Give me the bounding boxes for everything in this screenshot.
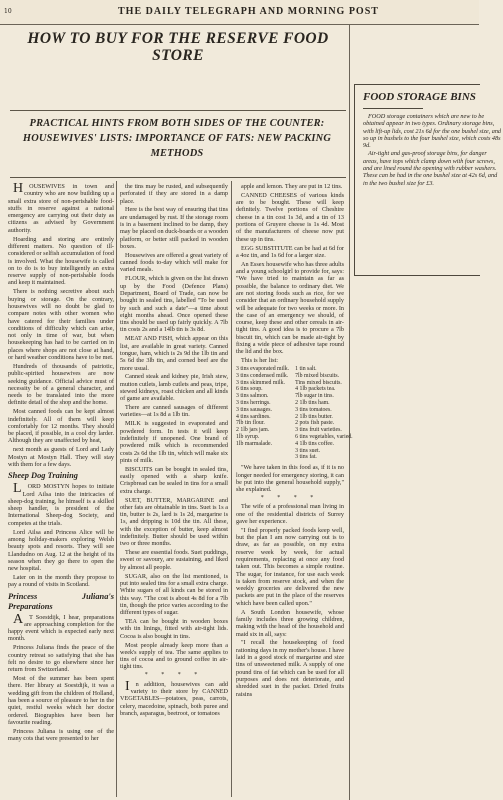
headline-rule-top [10,110,346,111]
section-heading: Sheep Dog Training [8,471,78,481]
masthead [0,0,479,25]
paragraph: the tins may be rusted, and subsequently perforated if they are stored in a damp place. [120,183,228,205]
food-storage-bins-box [354,84,502,276]
page-number: 10 [4,8,12,15]
list-item: 7lb mixed biscuits. [295,372,340,379]
paragraph: The wife of a professional man living in one of the residential districts of Surrey gave her experience. [236,503,344,525]
section-break-stars: * * * * [144,672,204,679]
paragraph: BISCUITS can be bought in sealed tins, easily opened with a sharp knife. Crispbread can be sealed in tins for a small extra charge. [120,465,228,495]
paragraph: HOUSEWIVES in town and country who are now building up a small extra store of non-perishable food-stuffs in reserve against a national emergency are carrying out their duty as citizens as advised by Government authority. [8,181,114,234]
paragraph: Princess Juliana is using one of the many cots that were presented to her [8,727,114,743]
paragraph: Housewives are offered a great variety of canned foods to-day which will make for varied meals. [120,251,228,274]
column-divider-2 [231,181,232,797]
box-title: FOOD STORAGE BINS [363,91,476,103]
paragraph: Lord Ailsa and Princess Alice will be among holiday-makers exploring Welsh beauty spots and resorts. They will see Llandudno on Aug. 12 at the height of its season when they go there to open the new hospital. [8,528,114,573]
paragraph: SUET, BUTTER, MARGARINE and other fats are obtainable in tins. Suet is 1s a tin, butter is 2s, lard is 1s 2d, margarine is 1s, and dripping is 10d the tin. All these, with the exception of butter, keep almost indefinitely. Butter should be used within two or three months. [120,496,228,548]
paragraph: MILK is suggested in evaporated and powdered form. In tests it will keep indefinitely if unopened. One brand of powdered milk which is recommended costs 2s 6d the 1lb tin, which will make six pints of milk. [120,420,228,464]
paragraph: Here is the best way of ensuring that tins are undamaged by rust. If the storage room is in a basement inclined to be damp, they may be placed on duck-boards or a wooden platform, or better still packed in wooden boxes. [120,206,228,250]
list-item: 1lb syrup. [236,434,260,441]
paragraph: apple and lemon. They are put in 12 tins. [241,183,343,190]
paragraph: FLOUR, which is given on the list drawn up by the Food (Defence Plans) Department, Board of Trade, can now be bought in sealed tins, labelled "To be used by such and such a date"—a time about eight months ahead. Once opened these tins should be used up fairly quickly. A 7lb tin costs 2s and a 14lb tin is 3s 8d. [120,275,228,334]
list-item: 1 tin salt. [295,366,317,373]
article-column-4-placeholder [356,276,486,800]
paragraph: Princess Juliana finds the peace of the country retreat so satisfying that she has felt no desire to go elsewhere since her return from Switzerland. [8,644,114,674]
article-column-2 [120,183,228,797]
paragraph: Air-tight and gas-proof storage bins, for danger areas, have tops which clamp down with four screws, and are lined round the opening with rubber washers. These can be had in the one bushel size at 42s 6d, and in the two bushel size for £3. [363,150,498,187]
paragraph: This is her list: [241,357,278,365]
shopping-list [236,366,353,461]
list-item: 2 pots fish paste. [295,420,335,427]
paragraph: AT Soestdijk, I hear, preparations are approaching completion for the happy event which is expected early next month. [8,611,114,643]
paragraph: Hoarding and storing are entirely different matters. No question of ill-considered or selfish accumulation of food is involved. What the housewife is called on to do is to buy intelligently an extra reserve supply of non-perishable foods and keep it maintained. [8,235,114,287]
paragraph: A South London housewife, whose family includes three growing children, making with the head of the household and maid six in all, says: [236,608,344,638]
list-item: 3 tins herrings. [236,400,271,407]
list-item: 4 1lb packets tea. [295,386,336,393]
list-item: 7lb sugar in tins. [295,393,334,400]
paragraph: Most people already keep more than a week's supply of tea. The same applies to tins of cocoa and to ground coffee in air-tight tins. [120,641,228,671]
list-item: Tins mixed biscuits. [295,379,342,386]
list-item: 3 tins evaporated milk. [236,366,290,373]
list-item: 1lb marmalade. [236,440,273,447]
list-item: 3 tins fat. [295,454,317,461]
list-item: 2 1lb tins butter. [295,413,333,420]
paragraph: In addition, housewives can add variety to their store by CANNED VEGETABLES—potatoes, peas, carrots, celery, macedoine, spinach, both puree and branch, asparagus, beetroot, or tomatoes [120,678,228,717]
paragraph: SUGAR, also on the list mentioned, is put into sealed tins for a small extra charge. White sugars of all kinds can be stored in this way. "The cost is about 4s 8d for a 7lb tin, though the price varies according to the different types of sugar. [120,572,228,617]
paragraph: Most canned foods can be kept almost indefinitely. All of them will keep comfortably for 12 months. They should be placed, if possible, in a cool dry larder. Although they are unaffected by heat, [8,408,114,445]
paragraph: Canned steak and kidney pie, Irish stew, mutton cutlets, lamb cutlets and peas, tripe, stewed kidneys, roast chicken and all kinds of game are available. [120,373,228,403]
list-item: 3 tins skimmed milk. [236,379,285,386]
article-column-1 [8,183,114,797]
subheadline: PRACTICAL HINTS FROM BOTH SIDES OF THE COUNTER: HOUSEWIVES' LISTS: IMPORTANCE OF FATS: NEW PACKING METHODS [22,118,332,159]
paragraph: Most of the summer has been spent there. Her library at Soestdijk, it was a wedding gift from the children of Holland, has been a source of pleasure to her in the quiet, restful weeks which her doctor ordered. Biographies have been her favourite reading. [8,675,114,726]
list-item: 3 tins suet. [295,447,321,454]
paragraph: Hundreds of thousands of patriotic, public-spirited housewives are now seeking guidance. Official advice must of necessity be of a general character, and needs to be translated into the more definite detail of the shop and the home. [8,362,114,407]
section-break-stars: * * * * [260,495,320,502]
article-column-3 [236,183,353,797]
paragraph: There are canned sausages of different varieties—at 1s 8d a 1lb tin. [120,404,228,419]
box-text [363,113,503,187]
list-item: 4 1lb tins coffee. [295,440,334,447]
list-item: 3 tins sausages. [236,406,272,413]
paragraph: EGG SUBSTITUTE can be had at 6d for a 4oz tin, and 1s 6d for a larger size. [236,244,344,259]
list-item: 7lb tin flour. [236,420,265,427]
list-item: 4 tins sardines. [236,413,271,420]
list-item: 6 tins vegetables, varied. [295,434,353,441]
paragraph: "I find properly packed foods keep well, but the plan I am now carrying out is to draw, as far as possible, on my extra reserve week by week, for actual requirements, replacing at once any food taken out. This becomes a simple routine. The sugar, for instance, for use each week is taken from reserve stock, and when the weekly groceries are delivered the new packets are put in the place of the reserves which have been called upon." [236,526,344,607]
headline: HOW TO BUY FOR THE RESERVE FOOD STORE [27,30,329,64]
column-divider-1 [116,181,117,797]
shopping-list-left [236,366,289,461]
paragraph: "We have taken in this food as, if it is no longer needed for emergency storing, it can be put into the general household supply," she explained. [236,464,344,494]
paragraph: "I recall the housekeeping of food rationing days in my mother's house. I have laid in a good stock of margarine and size tins of unsweetened milk. A supply of one pound tins of fat which can be used for all purposes and does not deteriorate, and shredded suet in the packet. Dried fruits raisins [236,639,345,698]
box-title-rule [363,108,423,109]
paragraph: CANNED CHEESES of various kinds are to be bought. These will keep definitely. Twelve portions of Cheshire cheese in a tin cost 1s 3d, and a tin of 13 portions of Gruyere cheese is 1s 4d. Most of the manufacturers of cheese now put these up in tins. [236,191,344,243]
list-item: 2 1lb tins ham. [295,400,330,407]
list-item: 2 1lb jars jam. [236,427,270,434]
headline-rule-bottom [10,177,346,178]
paragraph: There is nothing secretive about such buying or storage. On the contrary, housewives will no doubt be glad to compare notes with other women who have catered for their families under conditions of difficulty which can arise, not only in time of war, but when housekeeping has had to be carried on in places where shops are not close at hand, or hard weather conditions have to be met. [8,288,114,362]
list-item: 3 tins tomatoes. [295,406,332,413]
newspaper-title: THE DAILY TELEGRAPH AND MORNING POST [118,6,379,17]
list-item: 3 tins condensed milk. [236,372,289,379]
paragraph: FOOD storage containers which are new to be obtained appear in two types. Ordinary storage bins, with lift-up lids, cost 21s 6d for the one bushel size, and so up in bushels to the four bushel size, which costs 48s 9d. [363,113,502,150]
list-item: 3 tins fruit varieties. [295,427,342,434]
section-heading: Princess Juliana's Preparations [8,591,114,611]
list-item: 3 tins salmon. [236,393,269,400]
shopping-list-right [295,366,352,461]
paragraph: TEA can be bought in wooden boxes with tin linings, fitted with air-tight lids. Cocoa is also bought in tins. [120,618,228,640]
paragraph: MEAT AND FISH, which appear on this list, are available in great variety. Canned tongue, ham, which is 2s 9d the 1lb tin and 5s 6d the 3lb tin, and corned beef are the more usual. [120,335,228,372]
paragraph: next month as guests of Lord and Lady Mostyn at Mostyn Hall. They will stay with them for a few days. [8,446,114,468]
paragraph: Later on in the month they propose to pay a round of visits in Scotland. [8,574,114,589]
paragraph: LORD MOSTYN hopes to initiate Lord Ailsa into the intricacies of sheep-dog training, he himself is a skilled sheep handler, is president of the International Sheep-dog Society, and competes at the trials. [8,481,114,527]
list-item: 6 tins soup. [236,386,263,393]
paragraph: These are essential foods. Suet puddings, sweet or savoury, are sustaining, and liked by almost all people. [120,549,228,571]
paragraph: An Essex housewife who has three adults and a young schoolgirl to provide for, says: "We have tried to maintain as far as possible, the balance to ordinary diet. We are not storing foods such as rice, for we consider that an ordinary household supply will be adequate for two weeks or more. In the case of an emergency we should, of course, keep these and other cereals in air-tight tins. A good idea is to procure a 7lb biscuit tin, which can be made air-tight by fixing a wide piece of adhesive tape round the lid and the box. [236,260,344,356]
